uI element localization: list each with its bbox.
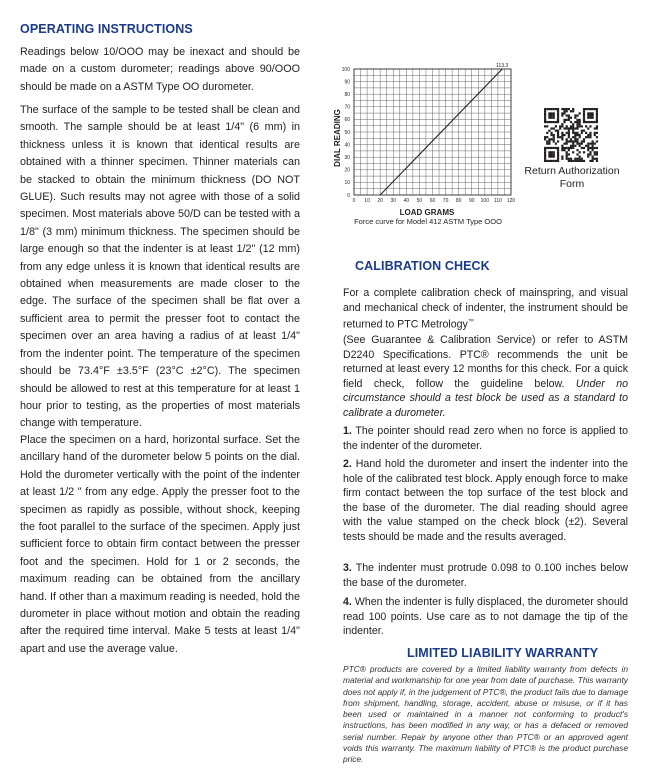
calibration-step-3 — [343, 561, 628, 590]
chart-y-tick-label: 0 — [347, 192, 350, 199]
chart-annotation-113: 113.3 — [496, 63, 509, 69]
chart-x-tick-label: 0 — [352, 198, 356, 204]
step-number: 1. — [343, 425, 352, 437]
operating-instructions-heading: OPERATING INSTRUCTIONS — [20, 22, 193, 36]
calibration-step-2 — [343, 457, 628, 545]
calibration-p2-warning: Under no circumstance should a test block be used as a standard to calibrate a durometer. — [343, 377, 628, 419]
chart-y-tick-label: 10 — [344, 180, 350, 187]
chart-x-tick-label: 10 — [364, 198, 370, 204]
operating-paragraph-1: Readings below 10/OOO may be inexact and should be made on a custom durometer; readings above 90/OOO should be made on a ASTM Type OO durometer. — [20, 46, 300, 93]
chart-y-tick-label: 30 — [344, 155, 350, 161]
chart-y-tick-label: 20 — [344, 167, 350, 174]
chart-y-tick-label: 90 — [344, 79, 350, 86]
chart-y-axis-label: DIAL READING — [333, 109, 342, 167]
chart-y-tick-label: 80 — [344, 92, 350, 98]
qr-caption-line-1: Return Authorization — [524, 165, 620, 177]
force-curve-chart — [328, 58, 528, 228]
trademark-mark: ™ — [467, 319, 474, 326]
chart-x-tick-label: 50 — [416, 198, 423, 204]
step-text: The pointer should read zero when no force is applied to the indenter of the durometer. — [343, 425, 628, 452]
chart-y-tick-label: 100 — [341, 66, 350, 73]
chart-x-tick-label: 90 — [468, 198, 475, 204]
calibration-p1-text: For a complete calibration check of mainspring, and visual and mechanical check of indenter, the instrument should be returned to PTC Metrology — [343, 287, 628, 331]
calibration-p2-text: (See Guarantee & Calibration Service) or refer to ASTM D2240 Specifications. PTC® recommends the unit be returned at least every 12 months for this check. For a quick field check, follow the guideline below. — [343, 334, 628, 390]
chart-y-tick-label: 70 — [344, 104, 350, 111]
operating-paragraph-3: Place the specimen on a hard, horizontal surface. Set the ancillary hand of the durometer below 5 points on the dial. Hold the durometer vertically with the point of the indenter at least 1/2 " from any edge. Apply the presser foot to the specimen as rapidly as possible, without shock, keeping the foot parallel to the surface of the specimen. Apply just sufficient force to obtain firm contact between the presser foot and the specimen. Hold for 1 or 2 seconds, the maximum reading can be obtained from the ancillary hand. If other than a maximum reading is needed, hold the durometer in place without motion and obtain the reading after the required time interval. Make 5 tests at least 1/4" apart and use the average value. — [20, 434, 300, 655]
chart-y-tick-label: 40 — [344, 142, 350, 149]
chart-y-tick-label: 50 — [344, 129, 350, 136]
chart-x-axis-label: LOAD GRAMS — [399, 208, 455, 217]
chart-x-tick-label: 120 — [506, 198, 516, 204]
step-number: 2. — [343, 458, 352, 470]
step-number: 3. — [343, 562, 352, 574]
chart-x-tick-label: 40 — [403, 198, 410, 204]
qr-caption-line-2: Form — [559, 178, 585, 190]
calibration-check-heading: CALIBRATION CHECK — [355, 259, 490, 273]
operating-paragraph-2: The surface of the sample to be tested shall be clean and smooth. The sample should be at least 1/4" (6 mm) in thickness unless it is known that identical results are obtained with a thinner specimen. Thinner materials can be stacked to obtain the minimum thickness (DO NOT GLUE). Such results may not agree with those of a solid specimen. Most materials above 50/D can be tested with a 1/8" (3 mm) minimum thickness. The specimen should be large enough so that the indenter is at least 1/2" (12 mm) from any edge unless it is known that identical results are obtained when measurements are made closer to the edge. The surface of the specimen shall be flat over a sufficient area to permit the presser foot to contact the specimen over an area having a radius of at least 1/4" from the indenter point. The temperature of the specimen should be 73.4°F ±3.5°F (23°C ±2°C). The specimen should be allowed to rest at this temperature for at least 1 hour prior to testing, as the properties of most materials change with temperature. — [20, 104, 300, 430]
warranty-heading: LIMITED LIABILITY WARRANTY — [407, 646, 599, 660]
chart-caption: Force curve for Model 412 ASTM Type OOO — [354, 217, 502, 226]
calibration-paragraph-1 — [343, 286, 628, 332]
qr-caption — [515, 165, 629, 191]
warranty-text: PTC® products are covered by a limited liability warranty from defects in material and workmanship for one year from date of purchase. This warranty does not apply if, in the judgement of PTC®, the product fails due to damage from shipment, handling, storage, accident, abuse or misuse, or if it has been used or maintained in a manner not conforming to product's instructions, has been modified in any way, or has a defaced or removed serial number. Repair by anyone other than PTC® or an approved agent voids this warranty. The maximum liability of PTC® is the product purchase price. — [343, 664, 628, 765]
step-text: When the indenter is fully displaced, the durometer should read 100 points. Use care as to not damage the tip of the indenter. — [343, 596, 628, 638]
chart-x-tick-label: 100 — [480, 198, 490, 204]
step-text: Hand hold the durometer and insert the indenter into the hole of the calibrated test block. Apply enough force to make firm contact between the top surface of the test block and the base of the durometer. The dial reading should agree with the value stamped on the check block (±2). Several tests should be made and the results averaged. — [343, 458, 628, 543]
chart-x-tick-label: 110 — [493, 198, 502, 204]
chart-x-tick-label: 20 — [377, 198, 383, 204]
chart-y-tick-label: 60 — [344, 117, 350, 124]
chart-x-tick-label: 70 — [442, 198, 449, 204]
chart-x-tick-label: 60 — [429, 198, 436, 204]
step-number: 4. — [343, 596, 352, 608]
calibration-step-1 — [343, 424, 628, 453]
step-text: The indenter must protrude 0.098 to 0.100 inches below the base of the durometer. — [343, 562, 628, 589]
chart-x-tick-label: 80 — [455, 198, 462, 204]
qr-code-icon[interactable] — [544, 108, 598, 162]
chart-x-tick-label: 30 — [390, 198, 397, 204]
force-curve-svg — [328, 58, 528, 228]
calibration-step-4 — [343, 595, 628, 639]
calibration-paragraph-2 — [343, 333, 628, 421]
